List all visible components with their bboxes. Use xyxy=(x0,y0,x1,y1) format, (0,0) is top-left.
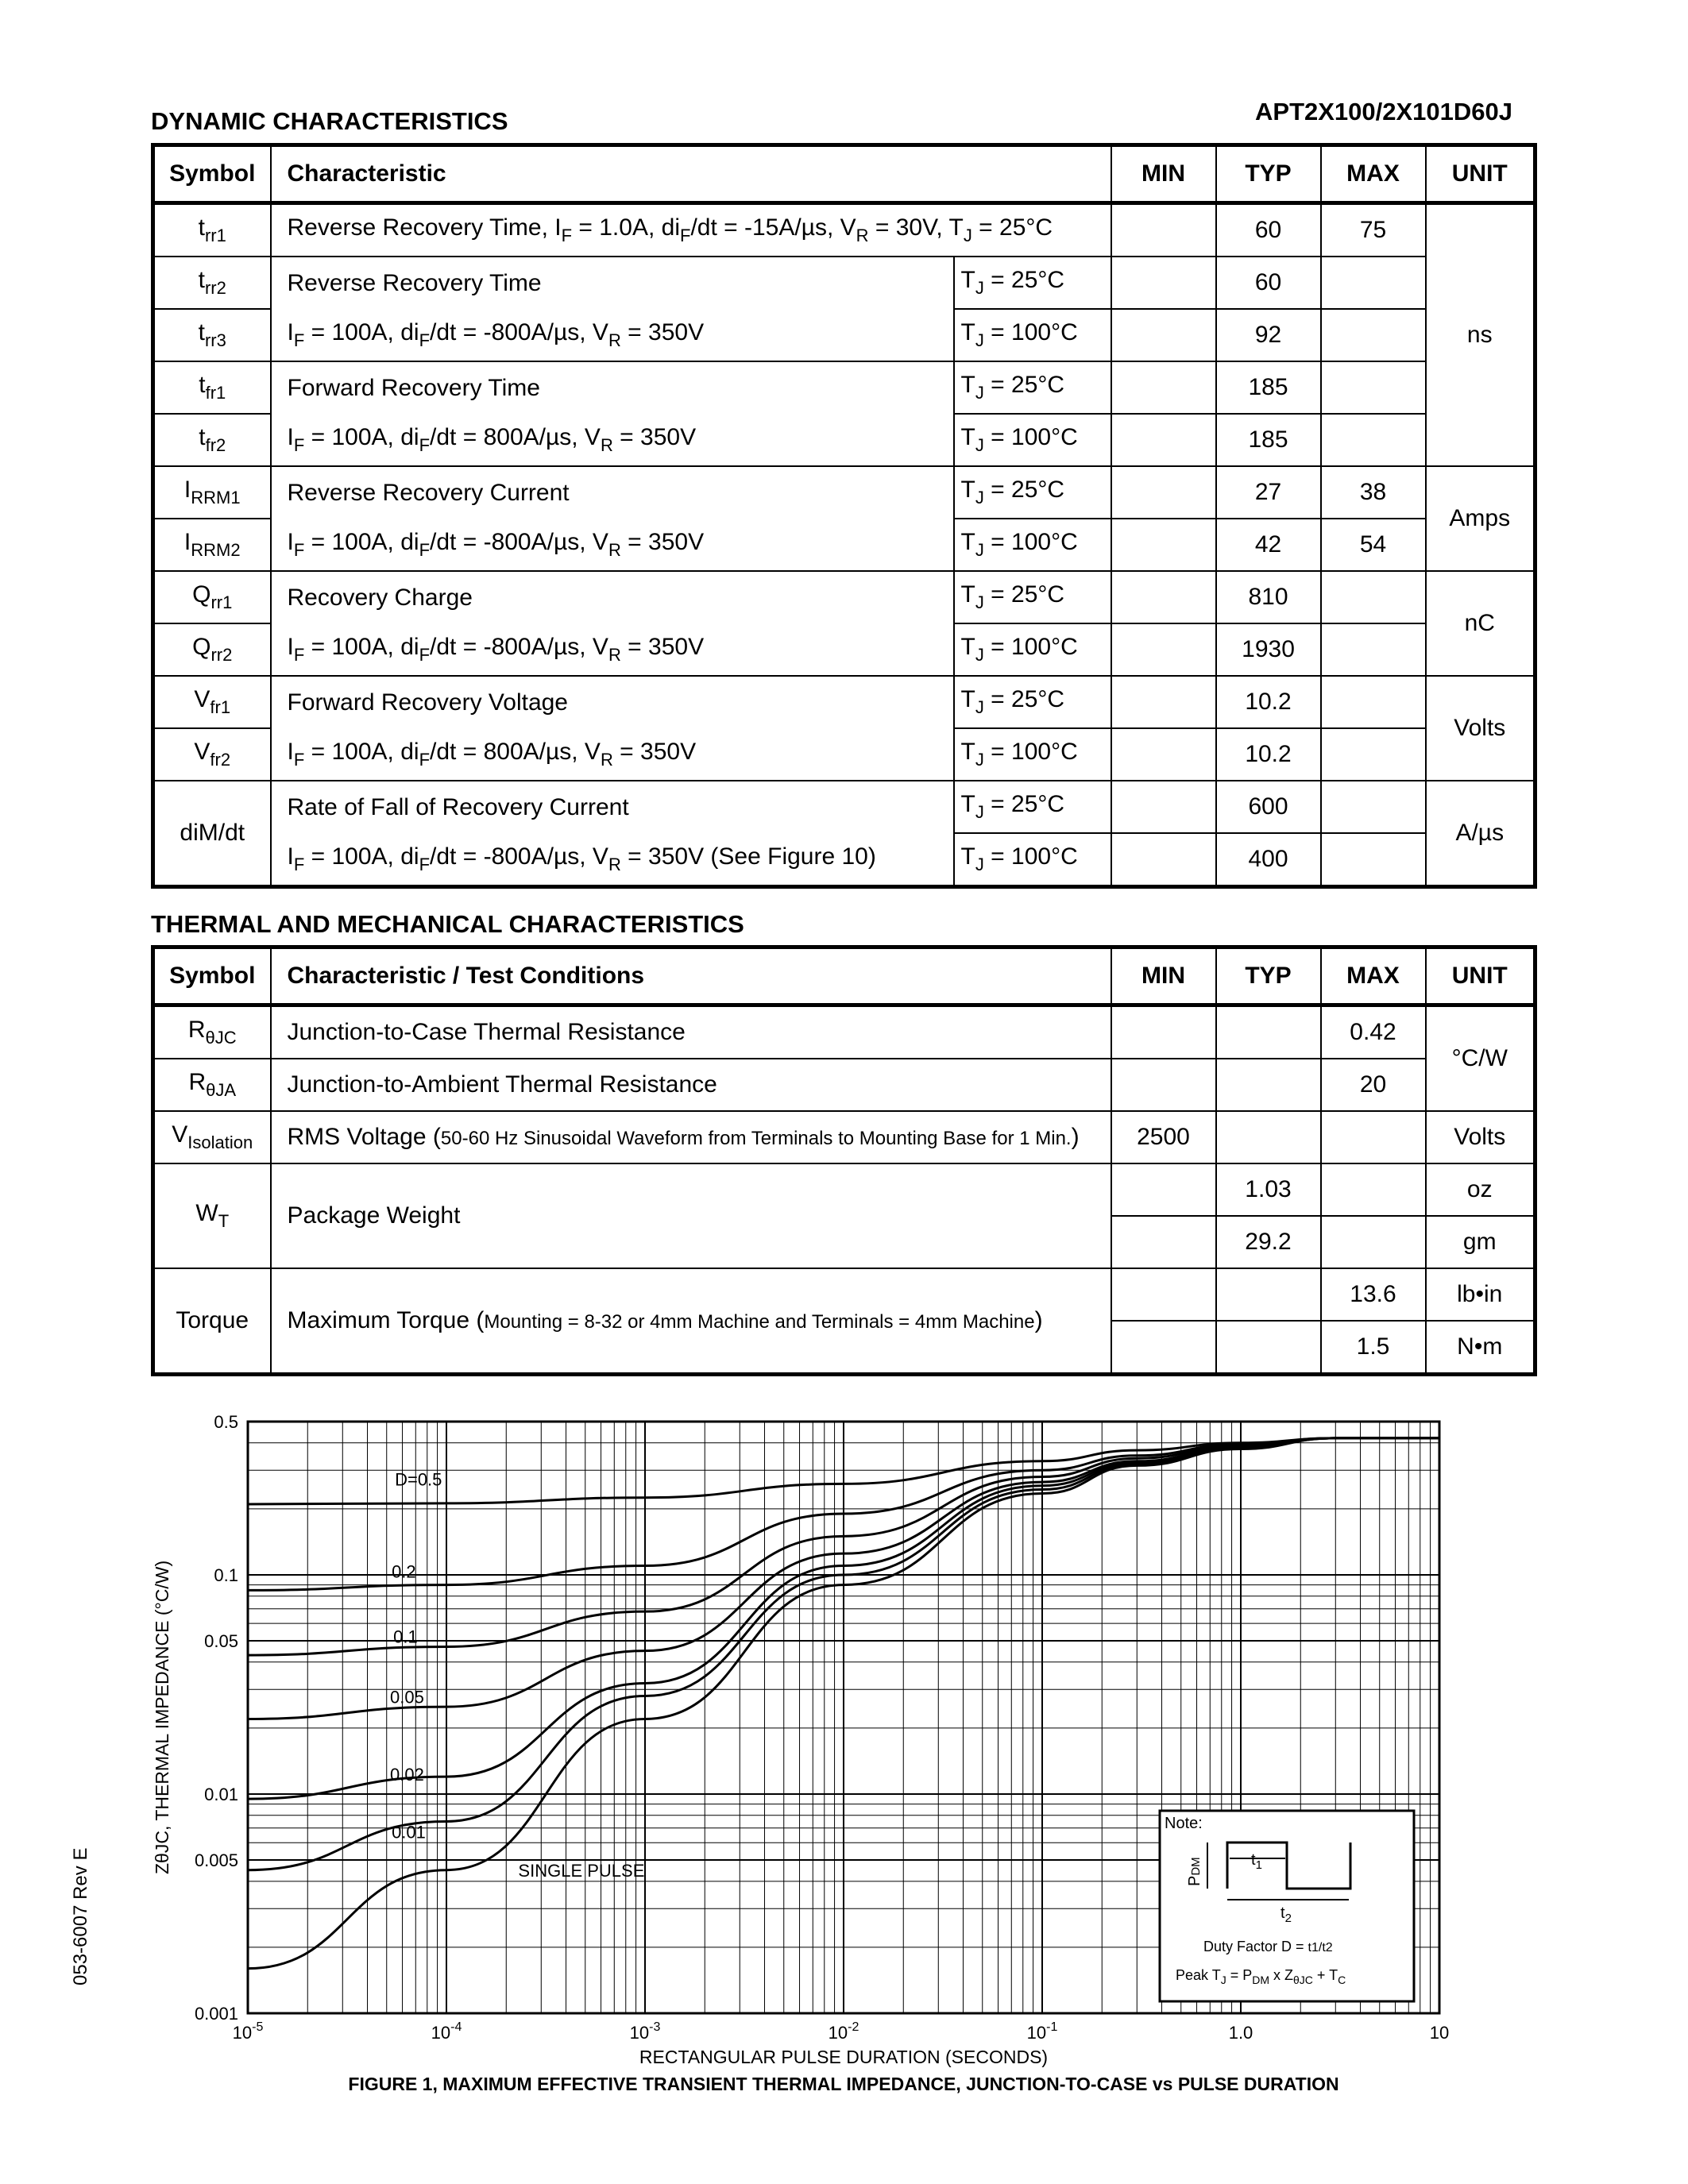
row-dim-1 xyxy=(153,781,1535,833)
cond-tfr2: $T_J = 100^\circ C$ xyxy=(954,414,1111,466)
min-qrr2 xyxy=(1111,623,1216,676)
x-tick-label: $10^{-3}$ xyxy=(629,2020,661,2043)
min-trr2 xyxy=(1111,257,1216,309)
char-dim-cond: $I_F = 100A$, $di_F/dt = -800A/\mu s$, $V_R = 350V$ (See Figure 10) xyxy=(271,833,954,887)
sym-rja: $R_{\theta JA}$ xyxy=(153,1059,271,1111)
hdr-max: MAX xyxy=(1321,145,1426,203)
typ-wt2: 29.2 xyxy=(1216,1216,1321,1268)
min-rjc xyxy=(1111,1005,1216,1059)
typ-viso xyxy=(1216,1111,1321,1163)
chart-title: FIGURE 1, MAXIMUM EFFECTIVE TRANSIENT THERMAL IMPEDANCE, JUNCTION-TO-CASE vs PULSE DURATION xyxy=(348,2074,1339,2094)
char-tfr2: $I_F = 100A$, $di_F/dt = 800A/\mu s$, $V_R = 350V$ xyxy=(271,414,954,466)
t1-label: $t_1$ xyxy=(1251,1851,1262,1872)
char-trr3: $I_F = 100A$, $di_F/dt = -800A/\mu s$, $V_R = 350V$ xyxy=(271,309,954,361)
y-tick-label: 0.001 xyxy=(194,2004,238,2024)
char-torque: Maximum Torque (Mounting = 8-32 or 4mm Machine and Terminals = 4mm Machine) xyxy=(271,1268,1111,1375)
max-trr1: 75 xyxy=(1321,203,1426,257)
row-qrr2 xyxy=(153,623,1535,676)
hdr-typ: TYP xyxy=(1216,145,1321,203)
unit-amps: Amps xyxy=(1426,466,1535,571)
unit-ns: ns xyxy=(1426,203,1535,467)
char-rja: Junction-to-Ambient Thermal Resistance xyxy=(271,1059,1111,1111)
cond-irrm1: $T_J = 25^\circ C$ xyxy=(954,466,1111,519)
row-trr3 xyxy=(153,309,1535,361)
row-rjc xyxy=(153,1005,1535,1059)
char-vfr2: $I_F = 100A$, $di_F/dt = 800A/\mu s$, $V_R = 350V$ xyxy=(271,728,954,781)
unit-wt2: gm xyxy=(1426,1216,1535,1268)
unit-viso: Volts xyxy=(1426,1111,1535,1163)
x-tick-label: $10^{-2}$ xyxy=(828,2020,859,2043)
part-number: APT2X100/2X101D60J xyxy=(1255,98,1513,125)
min-viso: 2500 xyxy=(1111,1111,1216,1163)
typ-wt1: 1.03 xyxy=(1216,1163,1321,1216)
typ-trr3: 92 xyxy=(1216,309,1321,361)
sym-tfr1: $t_{fr1}$ xyxy=(153,361,271,414)
typ-trr1: 60 xyxy=(1216,203,1321,257)
typ-rja xyxy=(1216,1059,1321,1111)
hdr-characteristic: Characteristic xyxy=(271,145,1111,203)
row-wt-1 xyxy=(153,1163,1535,1216)
series-label: SINGLE PULSE xyxy=(518,1860,645,1881)
max-qrr2 xyxy=(1321,623,1426,676)
revision-label: 053-6007 Rev E xyxy=(70,1847,91,1985)
char-irrm2: $I_F = 100A$, $di_F/dt = -800A/\mu s$, $V_R = 350V$ xyxy=(271,519,954,571)
y-tick-label: 0.005 xyxy=(194,1850,238,1871)
dynamic-title: DYNAMIC CHARACTERISTICS xyxy=(151,107,508,135)
max-torque2: 1.5 xyxy=(1321,1321,1426,1375)
y-axis-label: ZθJC, THERMAL IMPEDANCE (°C/W) xyxy=(152,1560,172,1874)
x-tick-labels xyxy=(233,2020,1450,2043)
char-trr1: Reverse Recovery Time, $I_F = 1.0A$, $di_F/dt = -15A/\mu s$, $V_R = 30V$, $T_J = 25^\circ C$ xyxy=(271,203,1111,257)
unit-cw: °C/W xyxy=(1426,1005,1535,1112)
pdm-label: PDM xyxy=(1186,1857,1203,1886)
max-irrm2: 54 xyxy=(1321,519,1426,571)
sym-wt: $W_T$ xyxy=(153,1163,271,1268)
peak-formula: Peak $T_J = P_{DM}$ x $Z_{\theta JC} + T_C$ xyxy=(1176,1967,1346,1986)
sym-dim: diM/dt xyxy=(153,781,271,887)
typ-vfr1: 10.2 xyxy=(1216,676,1321,728)
sym-viso: $V_{Isolation}$ xyxy=(153,1111,271,1163)
hdr-symbol: Symbol xyxy=(153,145,271,203)
min-torque2 xyxy=(1111,1321,1216,1375)
x-tick-label: 10 xyxy=(1429,2023,1450,2043)
cond-qrr2: $T_J = 100^\circ C$ xyxy=(954,623,1111,676)
char-viso: RMS Voltage (50-60 Hz Sinusoidal Waveform from Terminals to Mounting Base for 1 Min.) xyxy=(271,1111,1111,1163)
max-vfr1 xyxy=(1321,676,1426,728)
series-label: 0.1 xyxy=(393,1626,418,1647)
unit-wt1: oz xyxy=(1426,1163,1535,1216)
typ-dim1: 600 xyxy=(1216,781,1321,833)
min-dim1 xyxy=(1111,781,1216,833)
note-box xyxy=(1160,1811,1414,2001)
max-qrr1 xyxy=(1321,571,1426,623)
cond-dim1: $T_J = 25^\circ C$ xyxy=(954,781,1111,833)
typ-rjc xyxy=(1216,1005,1321,1059)
row-irrm2 xyxy=(153,519,1535,571)
series-label: D=0.5 xyxy=(395,1469,442,1490)
char-qrr2: $I_F = 100A$, $di_F/dt = -800A/\mu s$, $V_R = 350V$ xyxy=(271,623,954,676)
y-tick-label: 0.05 xyxy=(204,1631,238,1652)
note-title: Note: xyxy=(1165,1815,1203,1832)
thermal-impedance-chart xyxy=(0,1398,1688,2113)
cond-dim2: $T_J = 100^\circ C$ xyxy=(954,833,1111,887)
max-wt2 xyxy=(1321,1216,1426,1268)
row-vfr2 xyxy=(153,728,1535,781)
sym-trr1: $t_{rr1}$ xyxy=(153,203,271,257)
y-tick-label: 0.01 xyxy=(204,1784,238,1804)
sym-qrr2: $Q_{rr2}$ xyxy=(153,623,271,676)
duty-factor: Duty Factor D = t1/t2 xyxy=(1203,1939,1333,1954)
series-label: 0.05 xyxy=(390,1687,424,1707)
t2-label: $t_2$ xyxy=(1280,1904,1292,1925)
typ-vfr2: 10.2 xyxy=(1216,728,1321,781)
hdr-min: MIN xyxy=(1111,145,1216,203)
row-vfr1 xyxy=(153,676,1535,728)
typ-qrr1: 810 xyxy=(1216,571,1321,623)
char-vfr1: Forward Recovery Voltage xyxy=(271,676,954,728)
char-qrr1: Recovery Charge xyxy=(271,571,954,623)
char-irrm1: Reverse Recovery Current xyxy=(271,466,954,519)
sym-trr2: $t_{rr2}$ xyxy=(153,257,271,309)
sym-vfr1: $V_{fr1}$ xyxy=(153,676,271,728)
series-label: 0.02 xyxy=(390,1765,424,1785)
series-label: 0.01 xyxy=(392,1822,426,1843)
sym-irrm1: $I_{RRM1}$ xyxy=(153,466,271,519)
sym-tfr2: $t_{fr2}$ xyxy=(153,414,271,466)
sym-trr3: $t_{rr3}$ xyxy=(153,309,271,361)
sym-rjc: $R_{\theta JC}$ xyxy=(153,1005,271,1059)
dynamic-table xyxy=(151,143,1537,889)
typ-tfr1: 185 xyxy=(1216,361,1321,414)
cond-trr2: $T_J = 25^\circ C$ xyxy=(954,257,1111,309)
cond-qrr1: $T_J = 25^\circ C$ xyxy=(954,571,1111,623)
y-tick-label: 0.1 xyxy=(214,1565,238,1585)
unit-aus: A/µs xyxy=(1426,781,1535,887)
min-tfr1 xyxy=(1111,361,1216,414)
th-typ: TYP xyxy=(1216,947,1321,1005)
char-trr2: Reverse Recovery Time xyxy=(271,257,954,309)
x-tick-label: $10^{-1}$ xyxy=(1026,2020,1058,2043)
th-symbol: Symbol xyxy=(153,947,271,1005)
sym-vfr2: $V_{fr2}$ xyxy=(153,728,271,781)
thermal-table xyxy=(151,945,1537,1376)
sym-irrm2: $I_{RRM2}$ xyxy=(153,519,271,571)
row-trr2 xyxy=(153,257,1535,309)
row-qrr1 xyxy=(153,571,1535,623)
x-tick-label: $10^{-4}$ xyxy=(431,2020,462,2043)
row-tfr1 xyxy=(153,361,1535,414)
row-rja xyxy=(153,1059,1535,1111)
min-wt1 xyxy=(1111,1163,1216,1216)
typ-dim2: 400 xyxy=(1216,833,1321,887)
th-unit: UNIT xyxy=(1426,947,1535,1005)
max-dim1 xyxy=(1321,781,1426,833)
x-tick-label: 1.0 xyxy=(1228,2023,1253,2043)
max-trr3 xyxy=(1321,309,1426,361)
typ-torque2 xyxy=(1216,1321,1321,1375)
max-tfr1 xyxy=(1321,361,1426,414)
unit-torque2: N•m xyxy=(1426,1321,1535,1375)
unit-volts: Volts xyxy=(1426,676,1535,781)
max-dim2 xyxy=(1321,833,1426,887)
x-axis-label: RECTANGULAR PULSE DURATION (SECONDS) xyxy=(639,2047,1049,2067)
typ-qrr2: 1930 xyxy=(1216,623,1321,676)
min-torque1 xyxy=(1111,1268,1216,1321)
min-wt2 xyxy=(1111,1216,1216,1268)
typ-irrm1: 27 xyxy=(1216,466,1321,519)
typ-tfr2: 185 xyxy=(1216,414,1321,466)
cond-tfr1: $T_J = 25^\circ C$ xyxy=(954,361,1111,414)
char-wt: Package Weight xyxy=(271,1163,1111,1268)
max-tfr2 xyxy=(1321,414,1426,466)
series-label: 0.2 xyxy=(392,1561,416,1582)
min-irrm2 xyxy=(1111,519,1216,571)
min-qrr1 xyxy=(1111,571,1216,623)
series-labels xyxy=(390,1470,644,1881)
max-rjc: 0.42 xyxy=(1321,1005,1426,1059)
cond-trr3: $T_J = 100^\circ C$ xyxy=(954,309,1111,361)
sym-qrr1: $Q_{rr1}$ xyxy=(153,571,271,623)
cond-vfr1: $T_J = 25^\circ C$ xyxy=(954,676,1111,728)
cond-irrm2: $T_J = 100^\circ C$ xyxy=(954,519,1111,571)
max-trr2 xyxy=(1321,257,1426,309)
min-trr1 xyxy=(1111,203,1216,257)
min-vfr1 xyxy=(1111,676,1216,728)
typ-irrm2: 42 xyxy=(1216,519,1321,571)
y-tick-labels xyxy=(195,1412,238,2024)
min-trr3 xyxy=(1111,309,1216,361)
char-dim: Rate of Fall of Recovery Current xyxy=(271,781,954,833)
max-torque1: 13.6 xyxy=(1321,1268,1426,1321)
row-irrm1 xyxy=(153,466,1535,519)
thermal-title: THERMAL AND MECHANICAL CHARACTERISTICS xyxy=(151,910,744,938)
unit-nc: nC xyxy=(1426,571,1535,676)
typ-trr2: 60 xyxy=(1216,257,1321,309)
x-tick-label: $10^{-5}$ xyxy=(232,2020,264,2043)
thermal-header-row xyxy=(153,947,1535,1005)
th-max: MAX xyxy=(1321,947,1426,1005)
row-torque-1 xyxy=(153,1268,1535,1321)
min-irrm1 xyxy=(1111,466,1216,519)
y-tick-label: 0.5 xyxy=(214,1412,238,1432)
hdr-unit: UNIT xyxy=(1426,145,1535,203)
sym-torque: Torque xyxy=(153,1268,271,1375)
row-tfr2 xyxy=(153,414,1535,466)
min-dim2 xyxy=(1111,833,1216,887)
th-characteristic: Characteristic / Test Conditions xyxy=(271,947,1111,1005)
min-rja xyxy=(1111,1059,1216,1111)
min-tfr2 xyxy=(1111,414,1216,466)
max-wt1 xyxy=(1321,1163,1426,1216)
unit-torque1: lb•in xyxy=(1426,1268,1535,1321)
typ-torque1 xyxy=(1216,1268,1321,1321)
cond-vfr2: $T_J = 100^\circ C$ xyxy=(954,728,1111,781)
max-viso xyxy=(1321,1111,1426,1163)
char-rjc: Junction-to-Case Thermal Resistance xyxy=(271,1005,1111,1059)
row-dim-2 xyxy=(153,833,1535,887)
th-min: MIN xyxy=(1111,947,1216,1005)
max-vfr2 xyxy=(1321,728,1426,781)
max-irrm1: 38 xyxy=(1321,466,1426,519)
dyn-header-row xyxy=(153,145,1535,203)
min-vfr2 xyxy=(1111,728,1216,781)
char-tfr1: Forward Recovery Time xyxy=(271,361,954,414)
row-viso xyxy=(153,1111,1535,1163)
row-trr1 xyxy=(153,203,1535,257)
max-rja: 20 xyxy=(1321,1059,1426,1111)
